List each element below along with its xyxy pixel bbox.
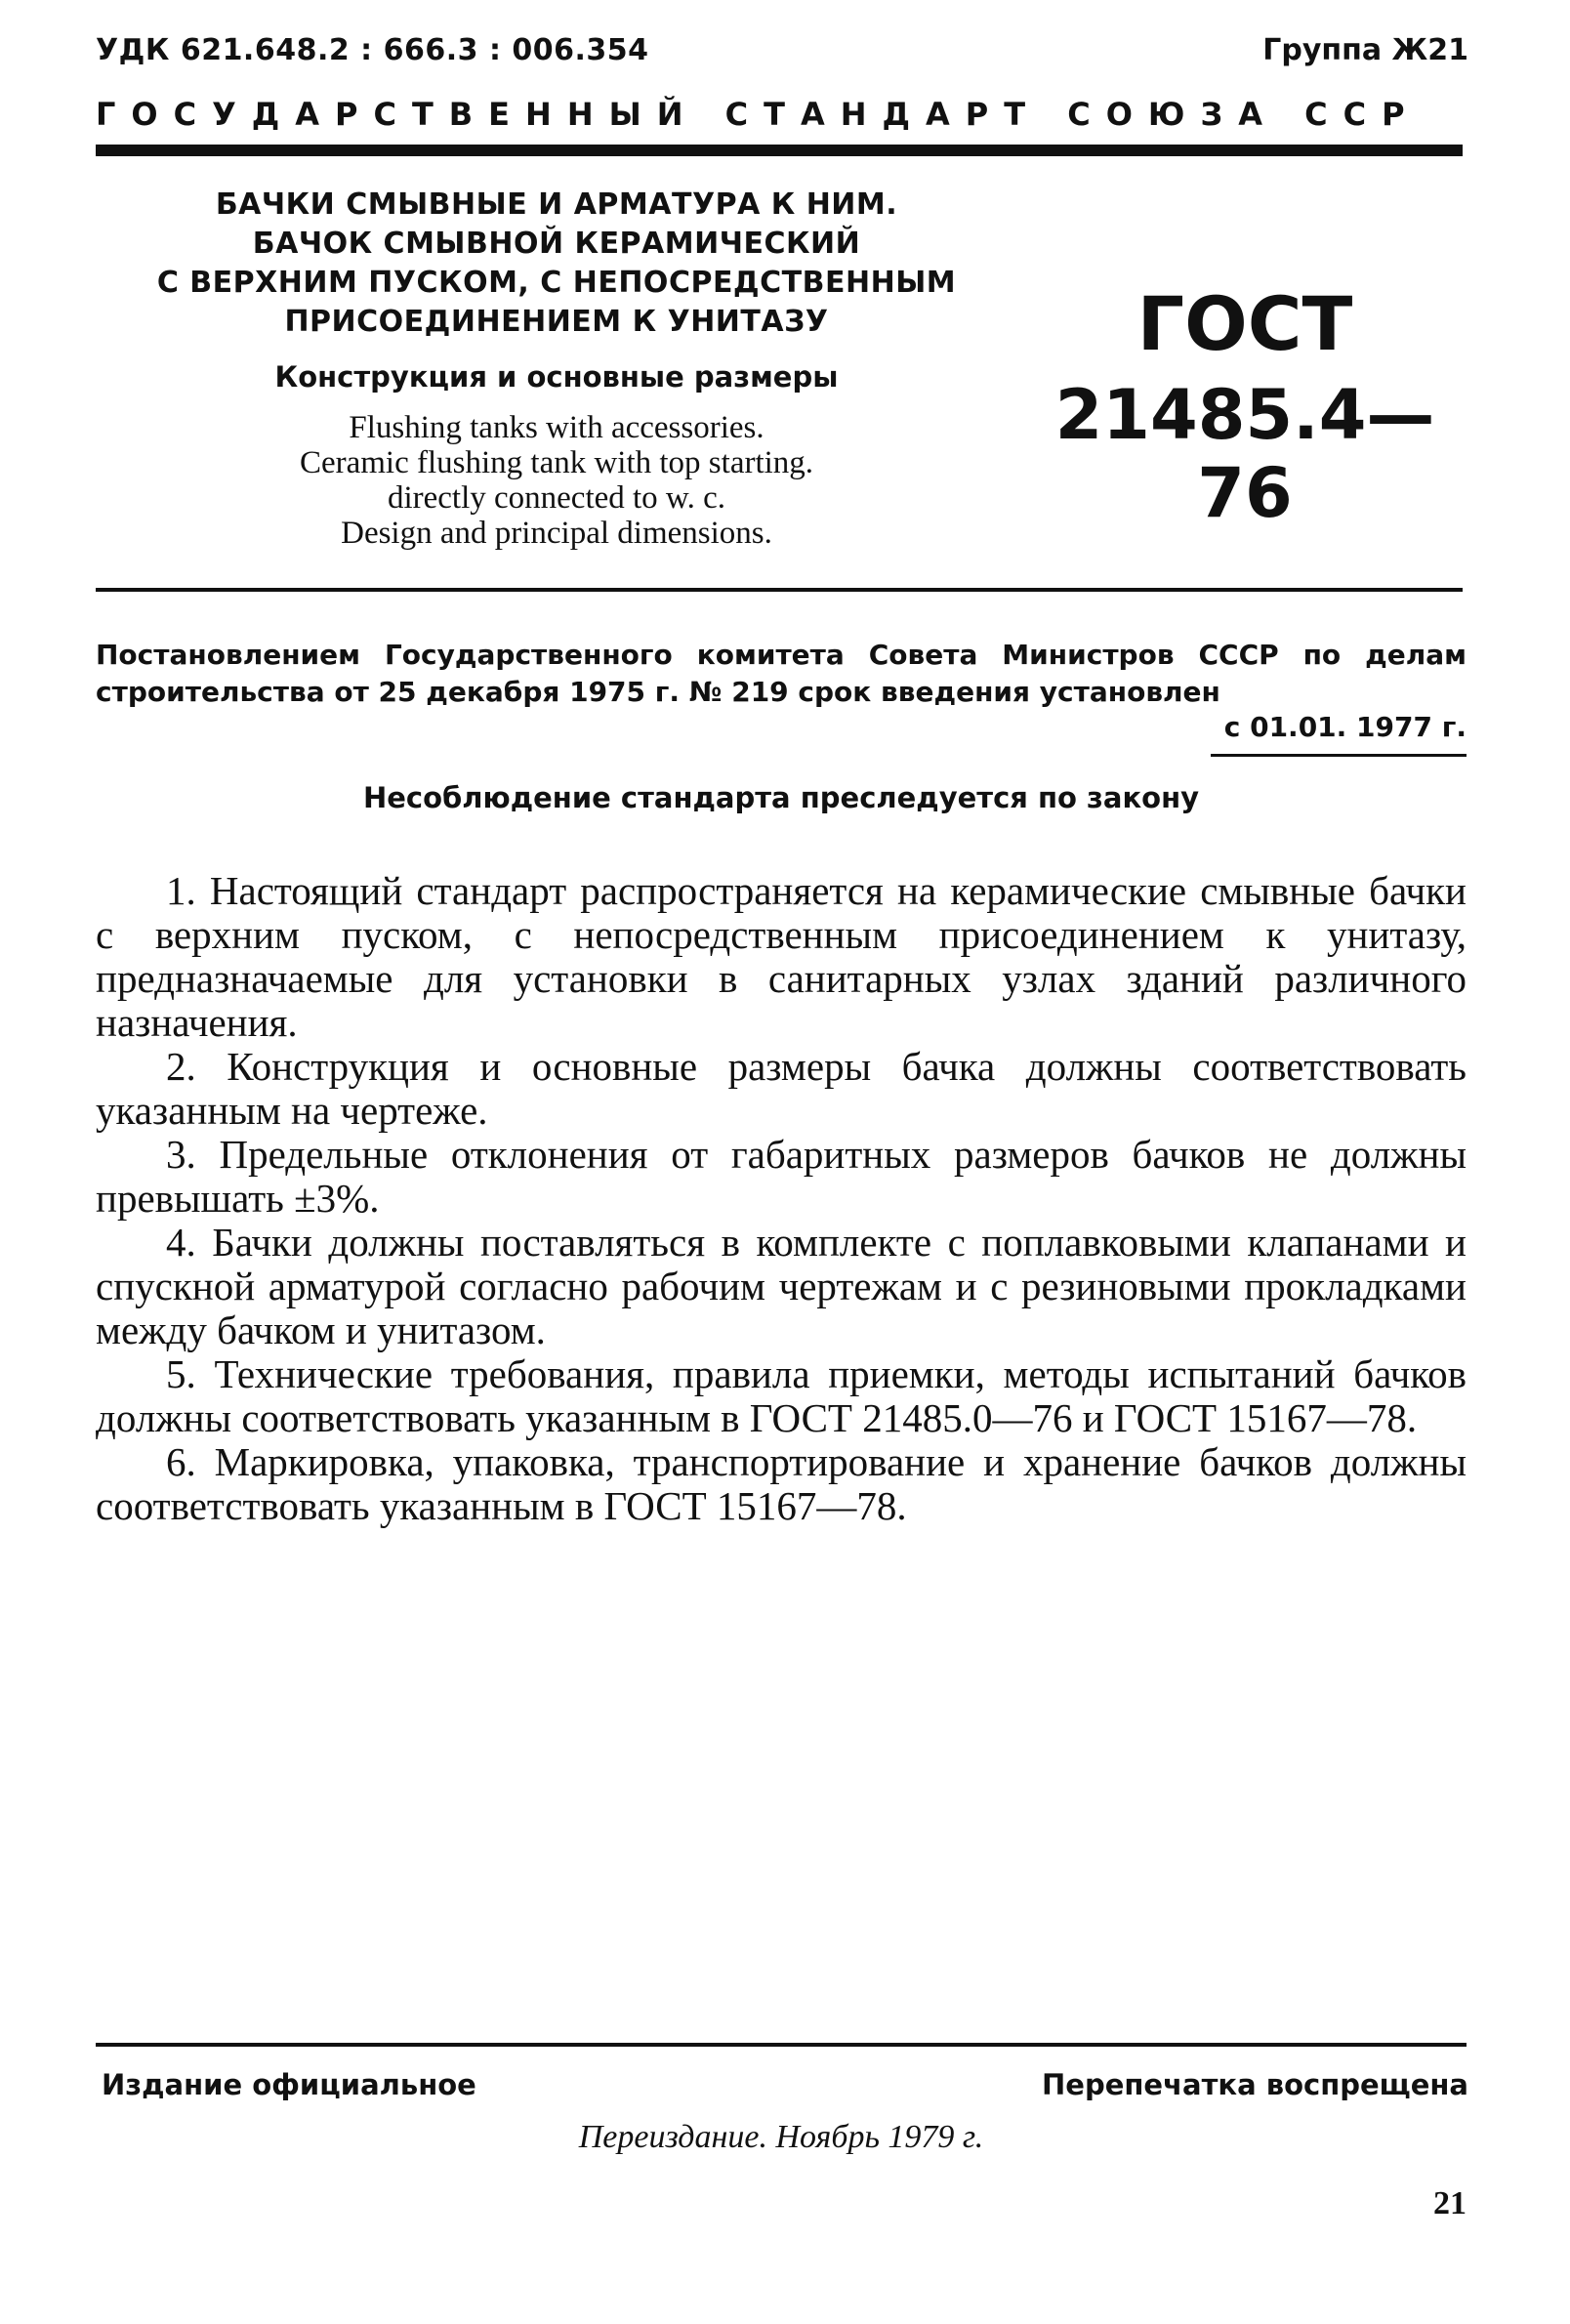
- page-number: 21: [1433, 2185, 1467, 2221]
- edition-note: Издание официальное: [102, 2068, 476, 2101]
- header-rule: [96, 145, 1463, 156]
- udk-code: УДК 621.648.2 : 666.3 : 006.354: [96, 33, 649, 67]
- clause: 4. Бачки должны поставляться в комплекте с поплавковыми клапанами и спускной арматурой согласно рабочим чертежам и с резиновыми прокладками между бачком и унитазом.: [96, 1220, 1467, 1352]
- english-title-line: Design and principal dimensions.: [341, 516, 772, 551]
- gost-label: ГОСТ: [1136, 280, 1353, 367]
- title-block: [146, 186, 967, 551]
- group-code: Группа Ж21: [1262, 33, 1468, 67]
- clause: 5. Технические требования, правила приемки, методы испытаний бачков должны соответствовать указанным в ГОСТ 21485.0—76 и ГОСТ 15167—78.: [96, 1351, 1467, 1440]
- english-title-line: Ceramic flushing tank with top starting.: [299, 445, 814, 480]
- title-line: БАЧОК СМЫВНОЙ КЕРАМИЧЕСКИЙ: [252, 227, 861, 261]
- reissue-note: Переиздание. Ноябрь 1979 г.: [578, 2119, 984, 2155]
- english-title-line: Flushing tanks with accessories.: [349, 410, 764, 445]
- clause: 3. Предельные отклонения от габаритных размеров бачков не должны превышать ±3%.: [96, 1132, 1467, 1221]
- clause: 2. Конструкция и основные размеры бачка должны соответствовать указанным на чертеже.: [96, 1044, 1467, 1133]
- date-underline: [1211, 754, 1467, 757]
- clause: 1. Настоящий стандарт распространяется на керамические смывные бачки с верхним пуском, с непосредственным присоединением к унитазу, предназначаемые для установки в санитарных узлах зданий различного назначения.: [96, 868, 1467, 1045]
- clause: 6. Маркировка, упаковка, транспортирование и хранение бачков должны соответствовать указанным в ГОСТ 15167—78.: [96, 1439, 1467, 1528]
- standard-body: [96, 869, 1467, 1528]
- reprint-note: Перепечатка воспрещена: [1042, 2068, 1468, 2101]
- subtitle: Конструкция и основные размеры: [274, 360, 839, 394]
- effective-date: с 01.01. 1977 г.: [1223, 711, 1467, 743]
- law-note: Несоблюдение стандарта преследуется по закону: [362, 781, 1200, 814]
- title-line: ПРИСОЕДИНЕНИЕМ К УНИТАЗУ: [284, 305, 829, 339]
- title-line: БАЧКИ СМЫВНЫЕ И АРМАТУРА К НИМ.: [215, 187, 898, 222]
- footer-rule: [96, 2043, 1467, 2047]
- state-standard-heading: ГОСУДАРСТВЕННЫЙ СТАНДАРТ СОЮЗА ССР: [96, 96, 1421, 133]
- resolution-text: Постановлением Государственного комитета Совета Министров СССР по делам строительства от 25 декабря 1975 г. № 219 срок введения установлен: [96, 639, 1467, 708]
- title-rule: [96, 588, 1463, 592]
- gost-number: 21485.4—76: [1054, 375, 1435, 533]
- title-line: С ВЕРХНИМ ПУСКОМ, С НЕПОСРЕДСТВЕННЫМ: [156, 266, 957, 300]
- english-title: [146, 410, 967, 551]
- english-title-line: directly connected to w. c.: [387, 480, 726, 516]
